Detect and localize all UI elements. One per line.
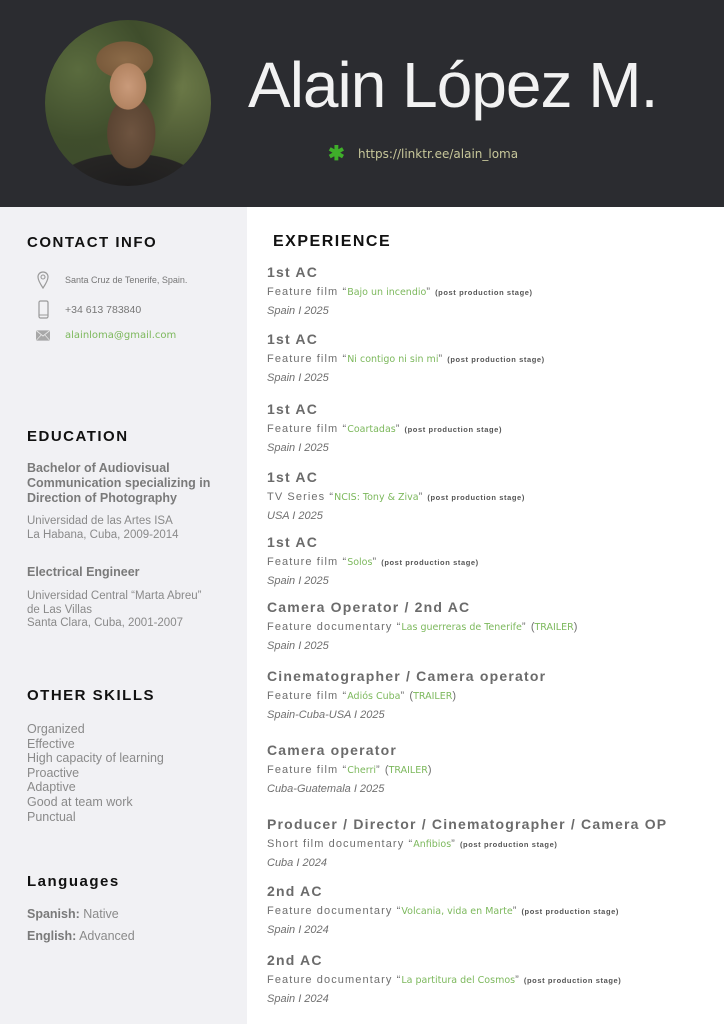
project-type: Feature film <box>267 286 343 298</box>
status-note: (post production stage) <box>459 840 558 849</box>
project-type: Feature documentary <box>267 974 397 986</box>
location-pin-icon <box>36 271 50 289</box>
language-level: Advanced <box>76 929 135 943</box>
languages-title: Languages <box>27 873 120 890</box>
project-title-link[interactable]: Las guerreras de Tenerife <box>401 622 522 633</box>
job-description: Feature film “Cherri” (TRAILER) <box>267 764 432 776</box>
job-location-year: Spain I 2025 <box>267 372 329 384</box>
project-title-link[interactable]: Ni contigo ni sin mi <box>347 354 439 365</box>
skill-item: High capacity of learning <box>27 751 164 766</box>
job-description: Feature documentary “Volcania, vida en Marte” (post production stage) <box>267 905 619 917</box>
job-location-year: Spain I 2024 <box>267 924 329 936</box>
contact-info-title: CONTACT INFO <box>27 234 158 251</box>
job-description: Feature film “Ni contigo ni sin mi” (post production stage) <box>267 353 545 365</box>
job-role: Producer / Director / Cinematographer / Camera OP <box>267 816 668 832</box>
project-title-link[interactable]: Volcania, vida en Marte <box>401 906 513 917</box>
job-role: Camera Operator / 2nd AC <box>267 599 471 615</box>
experience-item <box>267 883 619 936</box>
job-description: Short film documentary “Anfibios” (post production stage) <box>267 838 558 850</box>
project-title-link[interactable]: Bajo un incendio <box>347 287 427 298</box>
education-school-2-line2: Santa Clara, Cuba, 2001-2007 <box>27 617 183 629</box>
status-note: (post production stage) <box>523 976 622 985</box>
project-type: TV Series <box>267 491 330 503</box>
language-name: English: <box>27 929 77 943</box>
status-note: (post production stage) <box>447 355 545 364</box>
education-school-1-line1: Universidad de las Artes ISA <box>27 515 173 527</box>
job-location-year: Spain I 2024 <box>267 993 329 1005</box>
skill-item: Organized <box>27 722 85 736</box>
job-role: 1st AC <box>267 534 319 550</box>
job-location-year: Spain-Cuba-USA I 2025 <box>267 709 385 721</box>
education-degree-2: Electrical Engineer <box>27 565 140 579</box>
project-type: Feature documentary <box>267 621 397 633</box>
skill-item: Proactive <box>27 765 80 780</box>
contact-location <box>36 271 187 289</box>
experience-item <box>267 401 502 454</box>
contact-phone <box>36 300 141 319</box>
experience-item <box>267 534 479 587</box>
language-english <box>27 929 135 943</box>
skills-list <box>27 722 164 824</box>
phone-text: +34 613 783840 <box>65 303 142 316</box>
experience-item <box>267 668 546 721</box>
job-description: Feature film “Coartadas” (post production stage) <box>267 423 503 435</box>
profile-photo <box>45 20 211 186</box>
trailer-link[interactable]: TRAILER <box>534 622 574 633</box>
experience-item <box>267 952 621 1005</box>
job-location-year: Cuba-Guatemala I 2025 <box>267 783 385 795</box>
experience-item <box>267 264 533 317</box>
project-title-link[interactable]: Solos <box>347 557 373 568</box>
project-type: Feature documentary <box>267 905 397 917</box>
job-description: TV Series “NCIS: Tony & Ziva” (post production stage) <box>267 491 525 503</box>
job-role: 1st AC <box>267 469 319 485</box>
experience-title: EXPERIENCE <box>273 233 392 250</box>
language-spanish <box>27 907 119 921</box>
linktree-icon: ✱ <box>328 143 345 165</box>
job-role: 2nd AC <box>267 952 323 968</box>
project-type: Short film documentary <box>267 838 409 850</box>
job-role: 2nd AC <box>267 883 323 899</box>
job-description: Feature documentary “Las guerreras de Tenerife” (TRAILER) <box>267 621 578 633</box>
skill-item: Good at team work <box>27 794 133 809</box>
job-role: Cinematographer / Camera operator <box>267 668 547 684</box>
person-name: Alain López M. <box>248 49 658 121</box>
skill-item: Adaptive <box>27 780 76 795</box>
project-title-link[interactable]: Anfibios <box>413 839 452 850</box>
status-note: (post production stage) <box>381 558 479 567</box>
email-link[interactable]: alainloma@gmail.com <box>65 330 177 341</box>
trailer-link[interactable]: TRAILER <box>413 691 453 702</box>
language-level: Native <box>79 907 119 921</box>
project-type: Feature film <box>267 423 343 435</box>
header <box>0 0 724 207</box>
linktree-url[interactable]: https://linktr.ee/alain_loma <box>358 147 519 161</box>
status-note: (post production stage) <box>427 493 525 502</box>
education-degree-1: Bachelor of Audiovisual Communication specializing in Direction of Photography <box>27 461 211 505</box>
education-school-2-line1: Universidad Central “Marta Abreu” de Las Villas <box>27 590 202 616</box>
mobile-phone-icon <box>36 300 50 319</box>
education-school-1-line2: La Habana, Cuba, 2009-2014 <box>27 529 179 541</box>
status-note: (post production stage) <box>521 907 619 916</box>
linktree-link[interactable] <box>328 144 518 164</box>
other-skills-title: OTHER SKILLS <box>27 687 156 704</box>
skill-item: Punctual <box>27 809 76 824</box>
contact-email[interactable] <box>36 330 176 341</box>
project-title-link[interactable]: Cherri <box>347 765 376 776</box>
project-title-link[interactable]: Coartadas <box>347 424 396 435</box>
job-location-year: Spain I 2025 <box>267 305 329 317</box>
project-title-link[interactable]: Adiós Cuba <box>347 691 401 702</box>
envelope-icon <box>36 330 50 341</box>
experience-item <box>267 331 545 384</box>
job-role: 1st AC <box>267 401 319 417</box>
language-name: Spanish: <box>27 907 80 921</box>
trailer-link[interactable]: TRAILER <box>388 765 428 776</box>
job-location-year: USA I 2025 <box>267 510 323 522</box>
job-location-year: Spain I 2025 <box>267 640 329 652</box>
project-title-link[interactable]: La partitura del Cosmos <box>401 975 516 986</box>
job-location-year: Spain I 2025 <box>267 575 329 587</box>
job-location-year: Cuba I 2024 <box>267 857 327 869</box>
experience-item <box>267 816 667 869</box>
project-title-link[interactable]: NCIS: Tony & Ziva <box>334 492 419 503</box>
job-description: Feature documentary “La partitura del Cosmos” (post production stage) <box>267 974 622 986</box>
experience-item <box>267 599 577 652</box>
project-type: Feature film <box>267 556 343 568</box>
status-note: (post production stage) <box>435 288 533 297</box>
job-location-year: Spain I 2025 <box>267 442 329 454</box>
location-text: Santa Cruz de Tenerife, Spain. <box>65 275 188 285</box>
project-type: Feature film <box>267 690 343 702</box>
skill-item: Effective <box>27 736 75 751</box>
status-note: (post production stage) <box>404 425 503 434</box>
experience-item <box>267 742 431 795</box>
project-type: Feature film <box>267 353 343 365</box>
project-type: Feature film <box>267 764 343 776</box>
education-title: EDUCATION <box>27 428 129 445</box>
job-role: Camera operator <box>267 742 398 758</box>
job-description: Feature film “Solos” (post production stage) <box>267 556 479 568</box>
job-description: Feature film “Adiós Cuba” (TRAILER) <box>267 690 456 702</box>
job-role: 1st AC <box>267 264 319 280</box>
job-role: 1st AC <box>267 331 319 347</box>
experience-item <box>267 469 525 522</box>
job-description: Feature film “Bajo un incendio” (post production stage) <box>267 286 533 298</box>
